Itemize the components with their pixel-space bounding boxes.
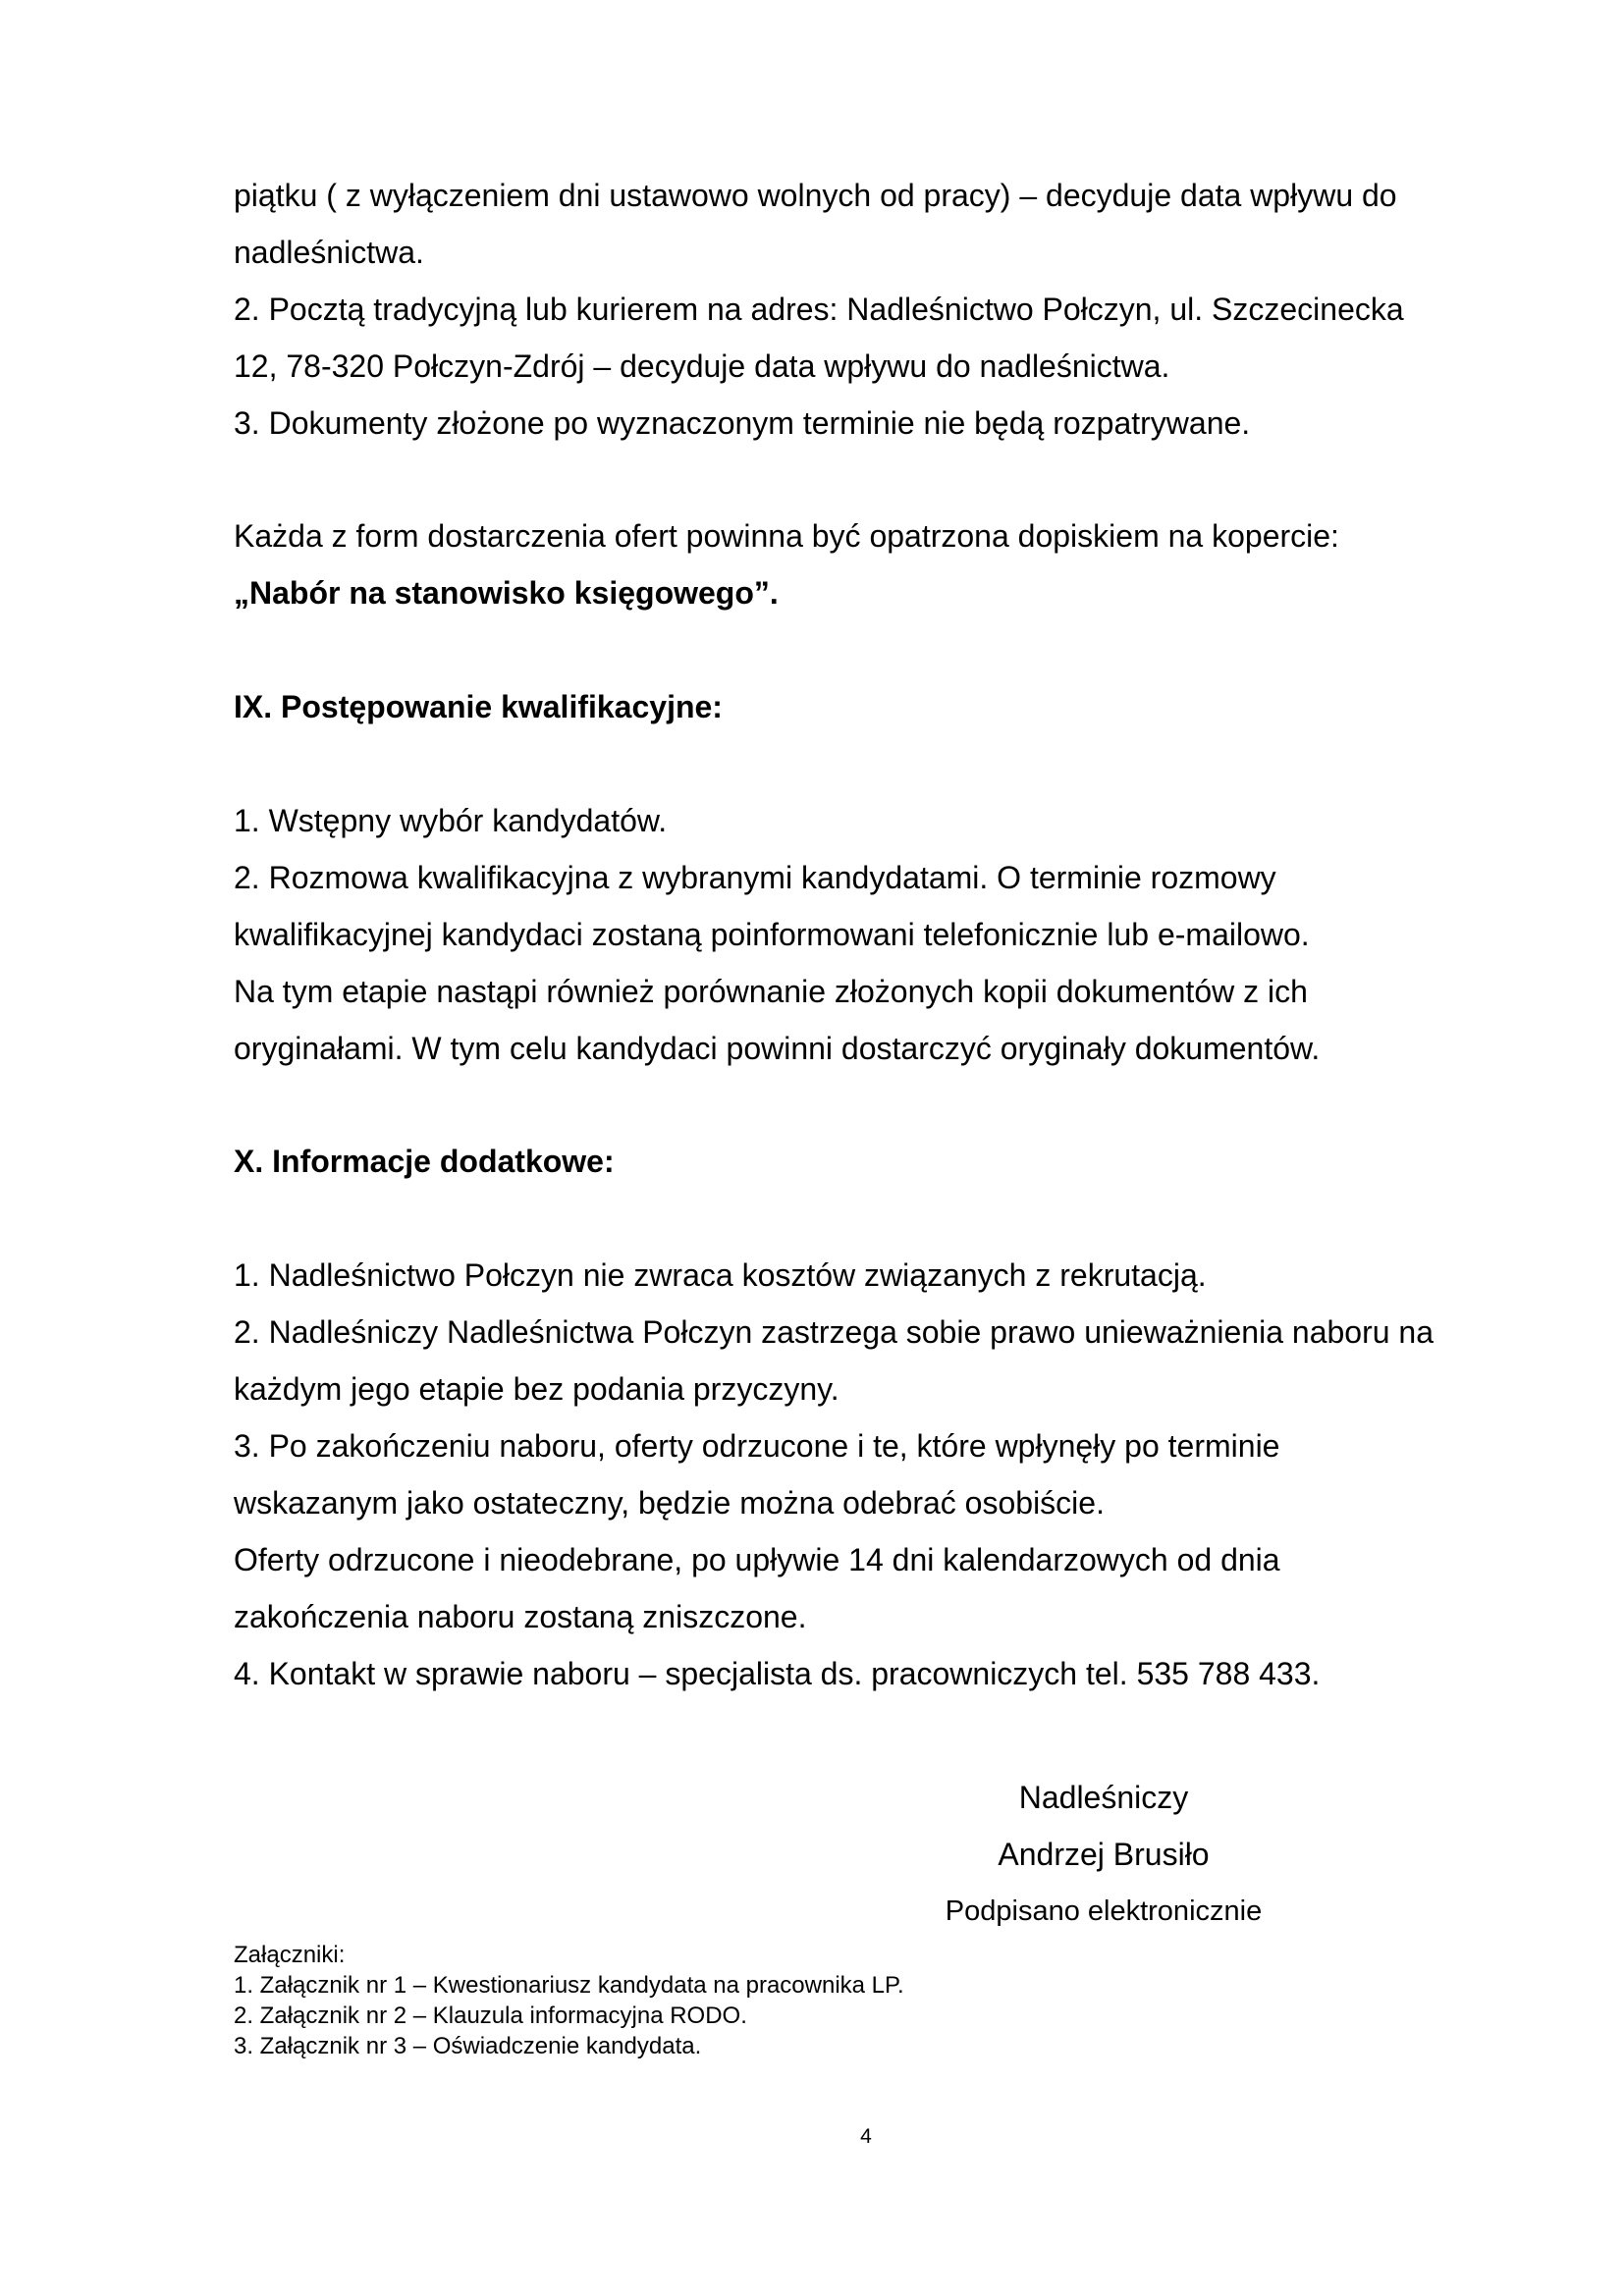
body-line: Oferty odrzucone i nieodebrane, po upływie 14 dni kalendarzowych od dnia bbox=[234, 1542, 1280, 1577]
signature-title: Nadleśniczy bbox=[1018, 1780, 1189, 1815]
envelope-note: „Nabór na stanowisko księgowego”. bbox=[234, 575, 779, 611]
body-line: oryginałami. W tym celu kandydaci powinni dostarczyć oryginały dokumentów. bbox=[234, 1031, 1321, 1066]
body-line: 3. Po zakończeniu naboru, oferty odrzucone i te, które wpłynęły po terminie bbox=[234, 1428, 1280, 1464]
body-line: 2. Pocztą tradycyjną lub kurierem na adres: Nadleśnictwo Połczyn, ul. Szczecinecka bbox=[234, 292, 1404, 327]
body-line: 2. Rozmowa kwalifikacyjna z wybranymi kandydatami. O terminie rozmowy bbox=[234, 860, 1276, 895]
attachment-item: 3. Załącznik nr 3 – Oświadczenie kandydata. bbox=[234, 2033, 702, 2059]
body-line: 12, 78-320 Połczyn-Zdrój – decyduje data wpływu do nadleśnictwa. bbox=[234, 348, 1170, 384]
body-line: nadleśnictwa. bbox=[234, 235, 424, 270]
body-line: wskazanym jako ostateczny, będzie można odebrać osobiście. bbox=[234, 1485, 1105, 1521]
section-heading-ix: IX. Postępowanie kwalifikacyjne: bbox=[234, 689, 723, 724]
body-line: 1. Wstępny wybór kandydatów. bbox=[234, 803, 668, 838]
body-line: 1. Nadleśnictwo Połczyn nie zwraca kosztów związanych z rekrutacją. bbox=[234, 1257, 1207, 1293]
body-line: 2. Nadleśniczy Nadleśnictwa Połczyn zastrzega sobie prawo unieważnienia naboru na bbox=[234, 1314, 1435, 1350]
attachments-heading: Załączniki: bbox=[234, 1942, 346, 1968]
body-line: piątku ( z wyłączeniem dni ustawowo wolnych od pracy) – decyduje data wpływu do bbox=[234, 178, 1397, 213]
body-line: zakończenia naboru zostaną zniszczone. bbox=[234, 1599, 807, 1634]
body-line: każdym jego etapie bez podania przyczyny. bbox=[234, 1371, 839, 1407]
page-number: 4 bbox=[860, 2125, 872, 2148]
body-line: 3. Dokumenty złożone po wyznaczonym terminie nie będą rozpatrywane. bbox=[234, 405, 1251, 441]
attachment-item: 1. Załącznik nr 1 – Kwestionariusz kandydata na pracownika LP. bbox=[234, 1972, 904, 1999]
attachment-item: 2. Załącznik nr 2 – Klauzula informacyjna RODO. bbox=[234, 2002, 747, 2029]
signature-name: Andrzej Brusiło bbox=[998, 1837, 1210, 1872]
body-line: kwalifikacyjnej kandydaci zostaną poinformowani telefonicznie lub e-mailowo. bbox=[234, 917, 1310, 952]
body-line: Każda z form dostarczenia ofert powinna być opatrzona dopiskiem na kopercie: bbox=[234, 518, 1339, 554]
body-line: 4. Kontakt w sprawie naboru – specjalista ds. pracowniczych tel. 535 788 433. bbox=[234, 1656, 1321, 1691]
signature-note: Podpisano elektronicznie bbox=[945, 1896, 1263, 1927]
body-line: Na tym etapie nastąpi również porównanie złożonych kopii dokumentów z ich bbox=[234, 974, 1308, 1009]
section-heading-x: X. Informacje dodatkowe: bbox=[234, 1144, 615, 1179]
